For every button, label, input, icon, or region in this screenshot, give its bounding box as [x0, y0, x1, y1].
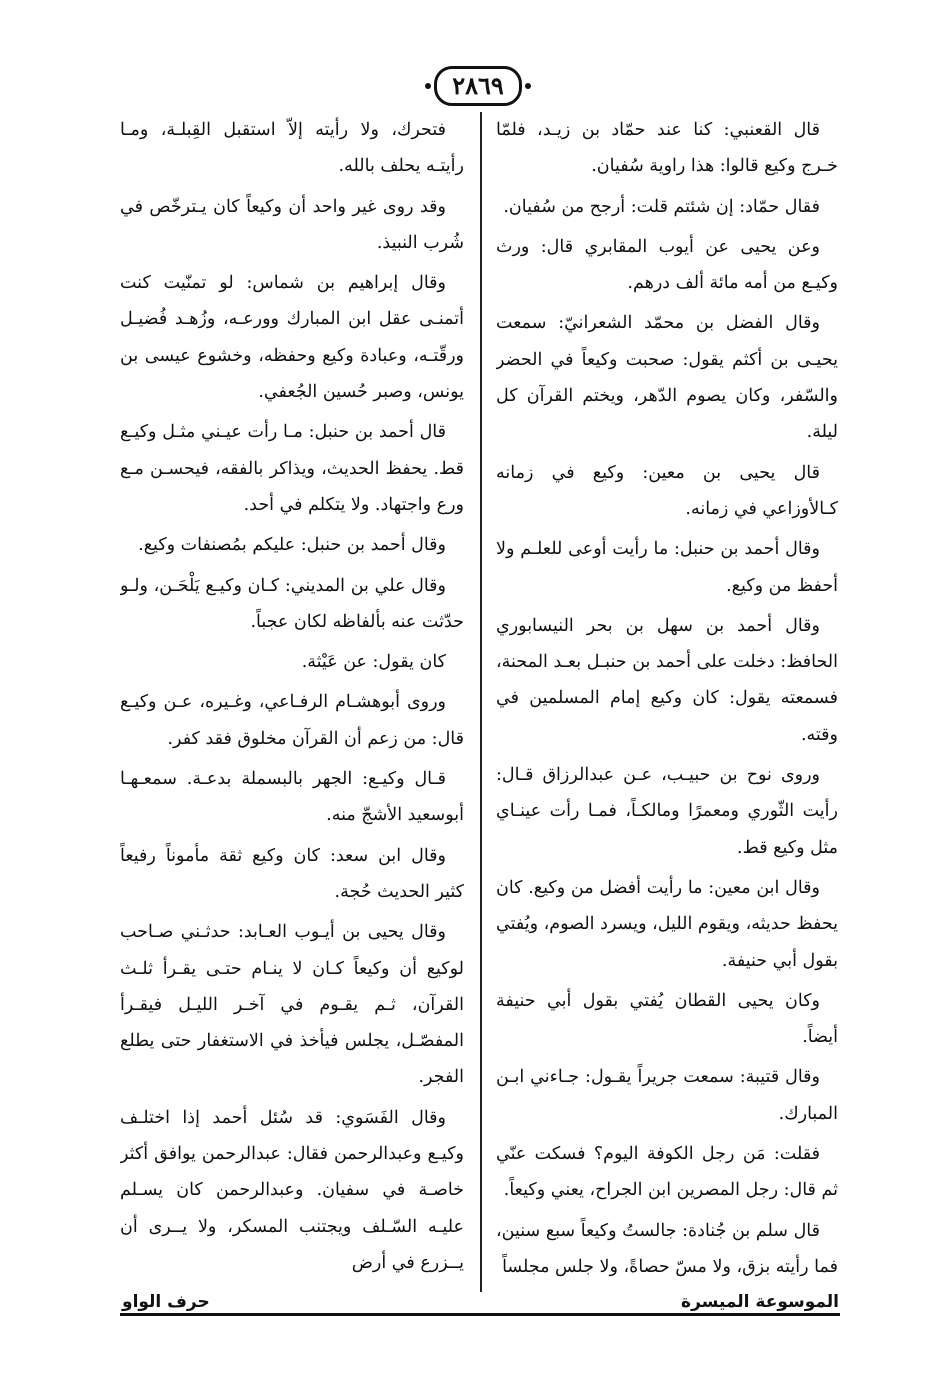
paragraph: وروى نوح بن حبيـب، عـن عبدالرزاق قـال: رأيت الثّوري ومعمرًا ومالكـاً، فمـا رأت عينـاي مثل وكيع قط. — [496, 765, 838, 858]
paragraph: قال أحمد بن حنبل: مـا رأت عيـني مثـل وكيـع قط. يحفظ الحديث، ويذاكر بالفقه، فيحسـن مـع ورع واجتهاد. ولا يتكلم في أحد. — [120, 422, 464, 515]
left-text-column — [120, 112, 464, 1292]
paragraph: وقال الفَسَوي: قد سُئل أحمد إذا اختلـف وكيـع وعبدالرحمن فقال: عبدالرحمن يوافق أكثر خاصـة في سفيان. وعبدالرحمن كان يسـلم عليـه السّـلف ويجتنب المسكر، ولا يــرى أن يــزرع في أرض — [120, 1107, 464, 1273]
paragraph: فقلت: مَن رجل الكوفة اليوم؟ فسكت عنّي ثم قال: رجل المصرين ابن الجراح، يعني وكيعاً. — [496, 1144, 838, 1201]
page-number: ٢٨٦٩ — [434, 66, 522, 106]
paragraph: وقد روى غير واحد أن وكيعاً كان يـترخّص في شُرب النبيذ. — [120, 196, 464, 253]
paragraph: وقال علي بن المديني: كـان وكيـع يَلْحَـن، ولـو حدّثت عنه بألفاظه لكان عجباً. — [120, 575, 464, 632]
paragraph: وقال ابن سعد: كان وكيع ثقة مأموناً رفيعاً كثير الحديث حُجة. — [120, 845, 464, 902]
paragraph: كان يقول: عن عَيْثة. — [301, 652, 446, 673]
paragraph: وقال أحمد بن حنبل: ما رأيت أوعى للعلـم ولا أحفظ من وكيع. — [496, 539, 838, 596]
paragraph: وقال أحمد بن سهل بن بحر النيسابوري الحافظ: دخلت على أحمد بن حنبـل بعـد المحنة، فسمعته يقول: كان وكيع إمام المسلمين في وقته. — [496, 615, 838, 745]
paragraph: قال سلم بن جُنادة: جالستُ وكيعاً سبع سنين، فما رأيته بزق، ولا مسّ حصاةً، ولا جلس مجلساً — [496, 1220, 838, 1277]
paragraph: وقال الفضل بن محمّد الشعرانيّ: سمعت يحيـى بن أكثم يقول: صحبت وكيعاً في الحضر والسّفر، وكان يصوم الدّهر، ويختم القرآن كل ليلة. — [496, 313, 838, 443]
paragraph: فتحرك، ولا رأيته إلاّ استقبل القِبلـة، ومـا رأيتـه يحلف بالله. — [120, 120, 464, 177]
footer-section-title: حرف الواو — [118, 1292, 214, 1312]
paragraph: وقال أحمد بن حنبل: عليكم بمُصنفات وكيع. — [138, 535, 446, 556]
footer-encyclopedia-title: الموسوعة الميسرة — [677, 1292, 843, 1312]
paragraph: وروى أبوهشـام الرفـاعي، وغـيره، عـن وكيـع قال: من زعم أن القرآن مخلوق فقد كفر. — [120, 692, 464, 749]
paragraph: وقال قتيبة: سمعت جريراً يقـول: جـاءني ابـن المبارك. — [496, 1067, 838, 1124]
footer-rule — [120, 1313, 840, 1316]
paragraph: وعن يحيى عن أيوب المقابري قال: ورث وكيـع من أمه مائة ألف درهم. — [496, 236, 838, 294]
paragraph: قال القعنبي: كنا عند حمّاد بن زيـد، فلمّا خـرج وكيع قالوا: هذا راوية سُفيان. — [496, 120, 838, 177]
paragraph: فقال حمّاد: إن شئتم قلت: أرجح من سُفيان. — [503, 196, 820, 217]
paragraph: وقال يحيى بن أيـوب العـابد: حدثـني صـاحب لوكيع أن وكيعاً كـان لا ينـام حتـى يقـرأ ثلـث القرآن، ثـم يقـوم في آخـر الليـل فيقـرأ المفصّـل، يجلس فيأخذ في الاستغفار حتى يطلع الفجر. — [120, 922, 464, 1088]
paragraph: قال يحيى بن معين: وكيع في زمانه كـالأوزاعي في زمانه. — [496, 462, 838, 519]
right-text-column — [496, 112, 838, 1292]
paragraph: قـال وكيـع: الجهر بالبسملة بدعـة. سمعـهـا أبوسعيد الأشجّ منه. — [120, 769, 464, 826]
paragraph: وكان يحيى القطان يُفتي بقول أبي حنيفة أيضاً. — [496, 990, 838, 1048]
paragraph: وقال ابن معين: ما رأيت أفضل من وكيع. كان يحفظ حديثه، ويقوم الليل، ويسرد الصوم، ويُفتي بقول أبي حنيفة. — [496, 877, 838, 971]
column-divider — [480, 112, 482, 1292]
paragraph: وقال إبراهيم بن شماس: لو تمنّيت كنت أتمنـى عقل ابن المبارك وورعـه، وزُهـد فُضيـل ورقّتـه، وعبادة وكيع وحفظه، وخشوع عيسى بن يونس، وصبر حُسين الجُعفي. — [120, 273, 464, 403]
